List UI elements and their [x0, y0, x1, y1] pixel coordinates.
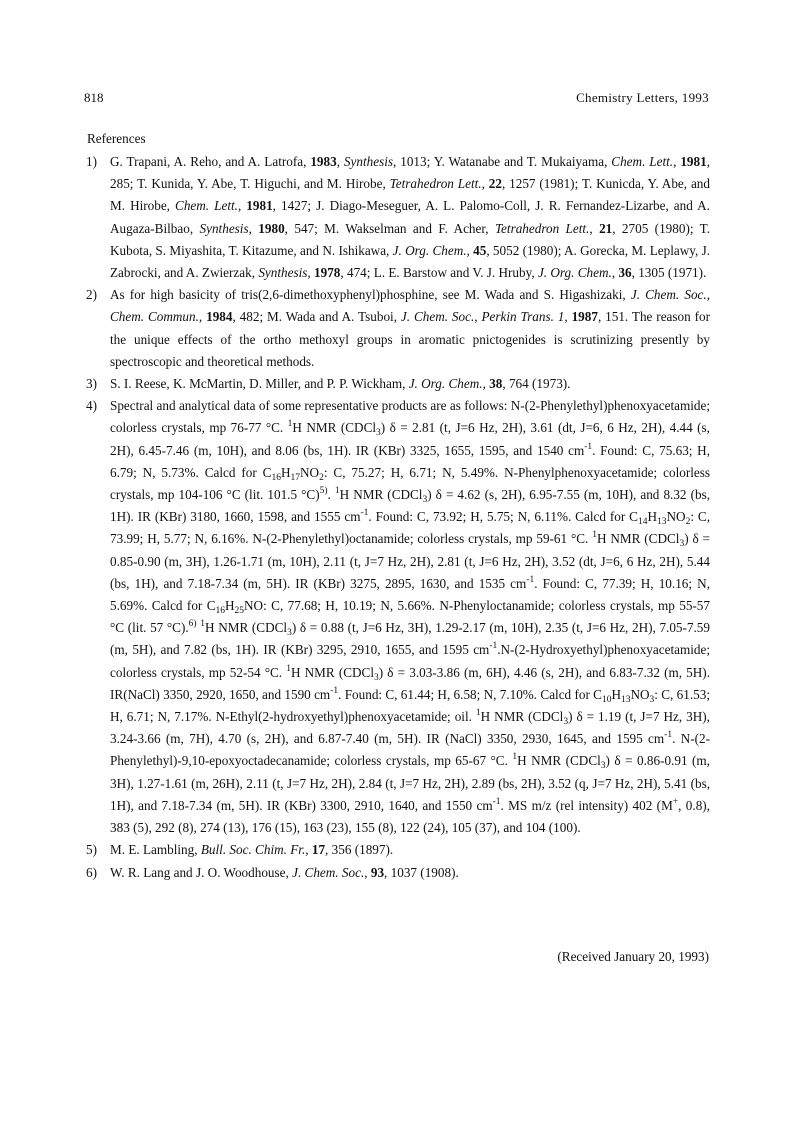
reference-number: 5) [86, 842, 97, 858]
received-date: (Received January 20, 1993) [557, 949, 709, 964]
reference-text: W. R. Lang and J. O. Woodhouse, J. Chem. Soc., 93, 1037 (1908). [110, 864, 459, 880]
reference-text: As for high basicity of tris(2,6-dimethoxyphenyl)phosphine, see M. Wada and S. Higashizaki, J. Chem. Soc., Chem. Commun., 1984, 482; M. Wada and A. Tsuboi, J. Chem. Soc., Perkin Trans. 1, 1987, 151. The reason for the unique effects of the ortho methoxyl groups in aromatic pnictogenides is scrutinizing presently by spectroscopic and theoretical methods. [110, 287, 710, 369]
reference-item [86, 862, 710, 884]
reference-item [86, 395, 710, 839]
reference-number: 2) [86, 287, 97, 303]
journal-running-head: Chemistry Letters, 1993 [576, 90, 709, 105]
reference-number: 6) [86, 864, 97, 880]
reference-item [86, 373, 710, 395]
reference-item [86, 151, 710, 284]
reference-text: Spectral and analytical data of some representative products are as follows: N-(2-Phenylethyl)phenoxyacetamide; colorless crystals, mp 76-77 °C. $^1$H NMR (CDCl$_3$) δ = 2.81 (t, J=6 Hz, 2H), 3.61 (dt, J=6, 6 Hz, 2H), 4.44 (s, 2H), 6.45-7.46 (m, 10H), and 8.06 (bs, 1H). IR (KBr) 3325, 1655, 1595, and 1540 $cm^{-1}$. Found: C, 75.63; H, 6.79; N, 5.73%. Calcd for $C_{16}H_{17}NO_2$: C, 75.27; H, 6.71; N, 5.49%. N-Phenylphenoxyacetamide; colorless crystals, mp 104-106 °C (lit. 101.5 °C)$^{5)}$. $^1$H NMR (CDCl$_3$) δ = 4.62 (s, 2H), 6.95-7.55 (m, 10H), and 8.32 (bs, 1H). IR (KBr) 3180, 1660, 1598, and 1555 $cm^{-1}$. Found: C, 73.92; H, 5.75; N, 6.11%. Calcd for $C_{14}H_{13}NO_2$: C, 73.99; H, 5.77; N, 6.16%. N-(2-Phenylethyl)octanamide; colorless crystals, mp 59-61 °C. $^1$H NMR (CDCl$_3$) δ = 0.85-0.90 (m, 3H), 1.26-1.71 (m, 10H), 2.11 (t, J=7 Hz, 2H), 2.81 (t, J=6 Hz, 2H), 3.52 (dt, J=6, 6 Hz, 2H), 5.44 (bs, 1H), and 7.18-7.34 (m, 5H). IR (KBr) 3275, 2895, 1630, and 1535 $cm^{-1}$. Found: C, 77.39; H, 10.16; N, 5.69%. Calcd for $C_{16}H_{25}NO$: C, 77.68; H, 10.19; N, 5.66%. N-Phenyloctanamide; colorless crystals, mp 55-57 °C (lit. 57 °C).$^{6)}$ $^1$H NMR (CDCl$_3$) δ = 0.88 (t, J=6 Hz, 3H), 1.29-2.17 (m, 10H), 2.35 (t, J=6 Hz, 2H), 7.05-7.59 (m, 5H), and 7.82 (bs, 1H). IR (KBr) 3295, 2910, 1655, and 1595 $cm^{-1}.N-(2-Hydroxyethyl)phenoxyacetamide$; colorless crystals, mp 52-54 °C. $^1$H NMR (CDCl$_3$) δ = 3.03-3.86 (m, 6H), 4.46 (s, 2H), and 6.83-7.32 (m, 5H). IR(NaCl) 3350, 2920, 1650, and 1590 $cm^{-1}$. Found: C, 61.44; H, 6.58; N, 7.10%. Calcd for $C_{10}H_{13}NO_3$: C, 61.53; H, 6.71; N, 7.17%. N-Ethyl(2-hydroxyethyl)phenoxyacetamide; oil. $^1$H NMR (CDCl$_3$) δ = 1.19 (t, J=7 Hz, 3H), 3.24-3.66 (m, 7H), 4.70 (s, 2H), and 6.87-7.40 (m, 5H). IR (NaCl) 3350, 2930, 1645, and 1595 $cm^{-1}$. N-(2-Phenylethyl)-9,10-epoxyoctadecanamide; colorless crystals, mp 65-67 °C. $^1$H NMR (CDCl$_3$) δ = 0.86-0.91 (m, 3H), 1.27-1.61 (m, 26H), 2.11 (t, J=7 Hz, 2H), 2.84 (t, J=7 Hz, 2H), 2.89 (bs, 2H), 3.52 (q, J=7 Hz, 2H), 5.41 (bs, 1H), and 7.18-7.34 (m, 5H). IR (KBr) 3300, 2910, 1640, and 1550 $cm^{-1}$. MS m/z (rel intensity) 402 (M+, 0.8), 383 (5), 292 (8), 274 (13), 176 (15), 163 (23), 155 (8), 122 (24), 105 (37), and 104 (100). [110, 398, 711, 836]
reference-item [86, 839, 710, 861]
page-number: 818 [84, 90, 104, 105]
reference-text: M. E. Lambling, Bull. Soc. Chim. Fr., 17, 356 (1897). [110, 842, 394, 858]
reference-text: S. I. Reese, K. McMartin, D. Miller, and P. P. Wickham, J. Org. Chem., 38, 764 (1973). [110, 376, 571, 392]
reference-text: G. Trapani, A. Reho, and A. Latrofa, 1983, Synthesis, 1013; Y. Watanabe and T. Mukaiyama, Chem. Lett., 1981, 285; T. Kunida, Y. Abe, T. Higuchi, and M. Hirobe, Tetrahedron Lett., 22, 1257 (1981); T. Kunicda, Y. Abe, and M. Hirobe, Chem. Lett., 1981, 1427; J. Diago-Meseguer, A. L. Palomo-Coll, J. R. Fernandez-Lizarbe, and A. Augaza-Bilbao, Synthesis, 1980, 547; M. Wakselman and F. Acher, Tetrahedron Lett., 21, 2705 (1980); T. Kubota, S. Miyashita, T. Kitazume, and N. Ishikawa, J. Org. Chem., 45, 5052 (1980); A. Gorecka, M. Leplawy, J. Zabrocki, and A. Zwierzak, Synthesis, 1978, 474; L. E. Barstow and V. J. Hruby, J. Org. Chem., 36, 1305 (1971). [110, 154, 711, 281]
references-list [86, 151, 710, 884]
reference-number: 4) [86, 398, 97, 414]
reference-item [86, 284, 710, 373]
reference-number: 1) [86, 154, 97, 169]
references-heading: References [87, 131, 146, 146]
reference-number: 3) [86, 376, 97, 392]
